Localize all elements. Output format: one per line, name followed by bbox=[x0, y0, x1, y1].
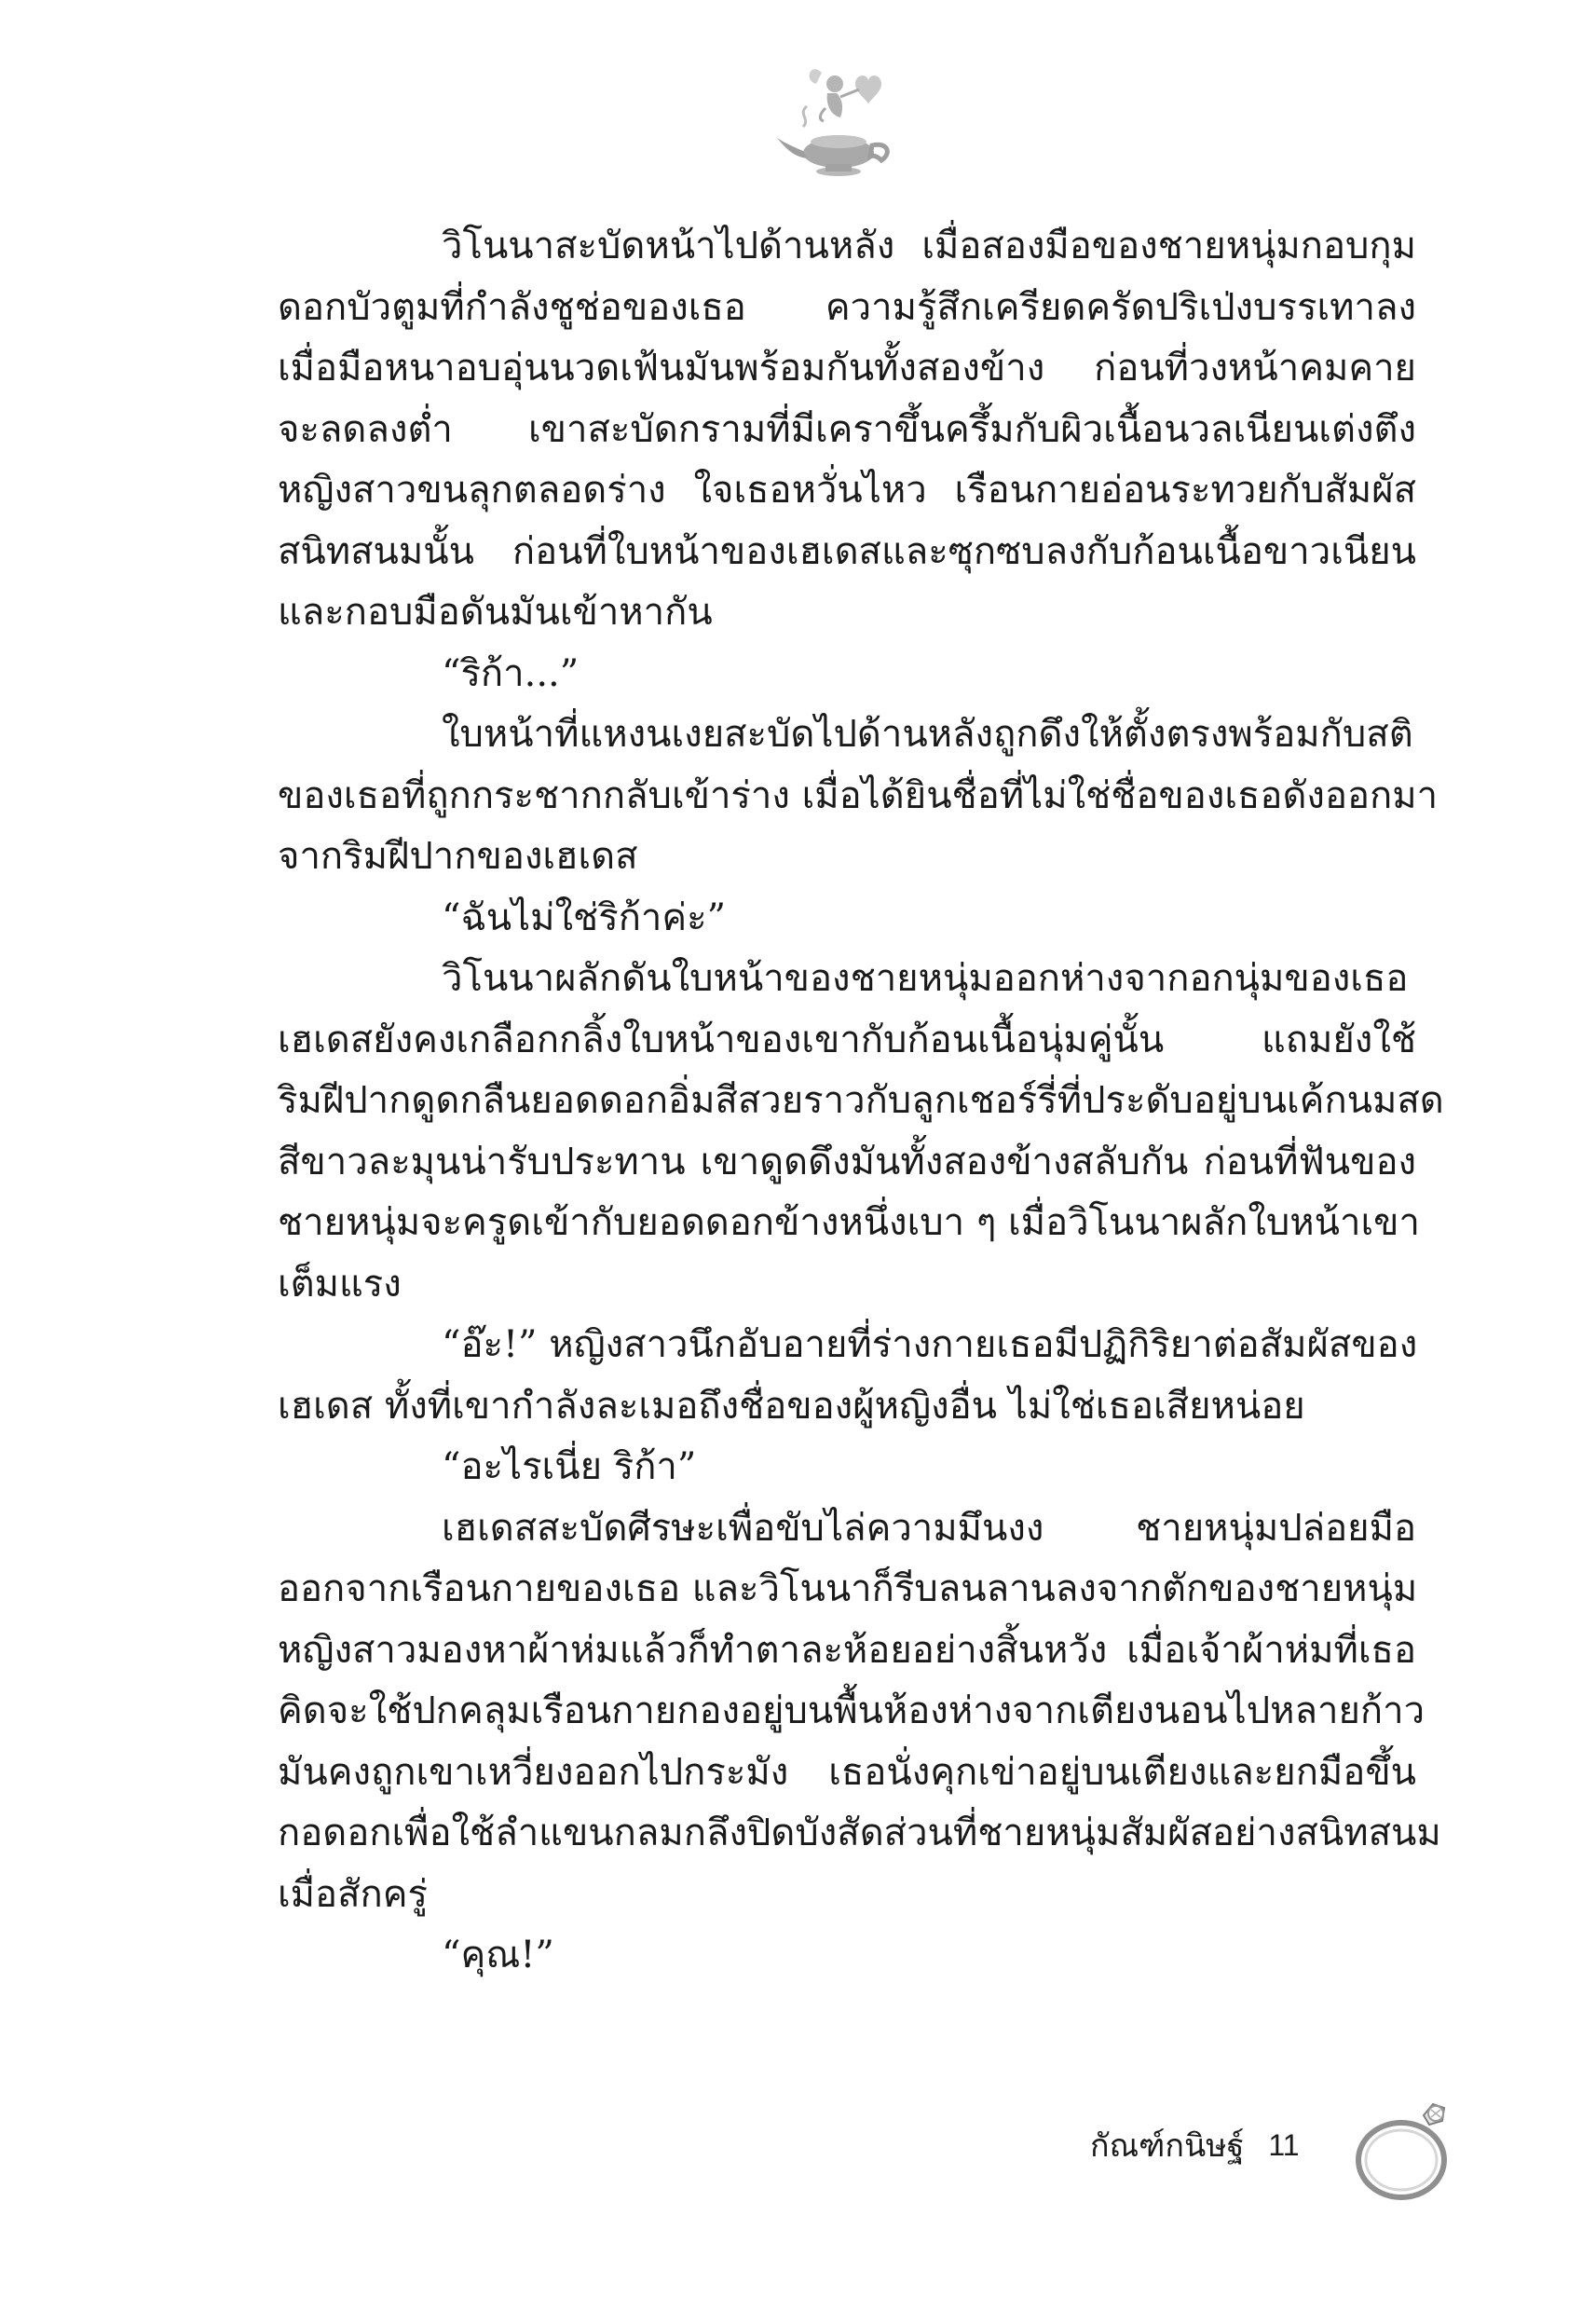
text-line: เต็มแรง bbox=[278, 1262, 402, 1306]
text-line: ออกจากเรือนกายของเธอ และวิโนนาก็รีบลนลานลงจากตักของชายหนุ่ม bbox=[278, 1567, 1418, 1610]
page-number: 11 bbox=[1268, 2127, 1300, 2162]
text-line: หญิงสาวมองหาผ้าห่มแล้วก็ทำตาละห้อยอย่างสิ้นหวัง เมื่อเจ้าผ้าห่มที่เธอ bbox=[278, 1628, 1416, 1672]
diamond-ring-icon bbox=[1344, 2067, 1465, 2207]
text-line: ใบหน้าที่แหงนเงยสะบัดไปด้านหลังถูกดึงให้ตั้งตรงพร้อมกับสติ bbox=[442, 713, 1413, 756]
body-text bbox=[278, 216, 1444, 1987]
text-line: เมื่อสักครู่ bbox=[278, 1872, 428, 1916]
text-line: วิโนนาผลักดันใบหน้าของชายหนุ่มออกห่างจากอกนุ่มของเธอ bbox=[442, 957, 1409, 1000]
text-line: คิดจะใช้ปกคลุมเรือนกายกองอยู่บนพื้นห้องห่างจากเตียงนอนไปหลายก้าว bbox=[278, 1689, 1425, 1732]
text-line: เฮเดสสะบัดศีรษะเพื่อขับไล่ความมึนงง ชายหนุ่มปล่อยมือ bbox=[442, 1506, 1416, 1550]
text-line: จะลดลงต่ำ เขาสะบัดกรามที่มีเคราขึ้นครึ้มกับผิวเนื้อนวลเนียนเต่งตึง bbox=[278, 407, 1416, 451]
text-line: และกอบมือดันมันเข้าหากัน bbox=[278, 591, 713, 634]
text-line: สนิทสนมนั้น ก่อนที่ใบหน้าของเฮเดสและซุกซบลงกับก้อนเนื้อขาวเนียน bbox=[278, 529, 1416, 573]
text-line: ดอกบัวตูมที่กำลังชูช่อของเธอ ความรู้สึกเครียดครัดปริเป่งบรรเทาลง bbox=[278, 285, 1416, 329]
text-line: “คุณ!” bbox=[442, 1934, 554, 1976]
text-line: กอดอกเพื่อใช้ลำแขนกลมกลึงปิดบังสัดส่วนที่ชายหนุ่มสัมผัสอย่างสนิทสนม bbox=[278, 1812, 1441, 1854]
page-footer bbox=[1090, 2117, 1300, 2173]
text-line: “ฉันไม่ใช่ริก้าค่ะ” bbox=[442, 896, 727, 939]
text-line: “ริก้า...” bbox=[442, 651, 580, 695]
text-line: เฮเดส ทั้งที่เขากำลังละเมอถึงชื่อของผู้หญิงอื่น ไม่ใช่เธอเสียหน่อย bbox=[278, 1384, 1305, 1428]
text-line: เมื่อมือหนาอบอุ่นนวดเฟ้นมันพร้อมกันทั้งสองข้าง ก่อนที่วงหน้าคมคาย bbox=[278, 347, 1416, 390]
footer-author: กัณฑ์กนิษฐ์ bbox=[1090, 2127, 1245, 2165]
text-line: จากริมฝีปากของเฮเดส bbox=[278, 835, 638, 878]
text-line: วิโนนาสะบัดหน้าไปด้านหลัง เมื่อสองมือของชายหนุ่มกอบกุม bbox=[442, 225, 1416, 267]
cherub-teapot-logo-icon bbox=[770, 52, 909, 192]
text-line: หญิงสาวขนลุกตลอดร่าง ใจเธอหวั่นไหว เรือนกายอ่อนระทวยกับสัมผัส bbox=[278, 469, 1416, 512]
text-line: “อ๊ะ!” หญิงสาวนึกอับอายที่ร่างกายเธอมีปฏิกิริยาต่อสัมผัสของ bbox=[442, 1323, 1418, 1366]
text-line: ริมฝีปากดูดกลืนยอดดอกอิ่มสีสวยราวกับลูกเชอร์รี่ที่ประดับอยู่บนเค้กนมสด bbox=[278, 1079, 1444, 1122]
text-line: ชายหนุ่มจะครูดเข้ากับยอดดอกข้างหนึ่งเบา ๆ เมื่อวิโนนาผลักใบหน้าเขา bbox=[278, 1201, 1420, 1244]
text-line: เฮเดสยังคงเกลือกกลิ้งใบหน้าของเขากับก้อนเนื้อนุ่มคู่นั้น แถมยังใช้ bbox=[278, 1018, 1416, 1061]
text-line: “อะไรเนี่ย ริก้า” bbox=[442, 1445, 697, 1488]
text-line: สีขาวละมุนน่ารับประทาน เขาดูดดึงมันทั้งสองข้างสลับกัน ก่อนที่ฟันของ bbox=[278, 1140, 1416, 1183]
text-line: มันคงถูกเขาเหวี่ยงออกไปกระมัง เธอนั่งคุกเข่าอยู่บนเตียงและยกมือขึ้น bbox=[278, 1750, 1416, 1794]
text-line: ของเธอที่ถูกกระชากกลับเข้าร่าง เมื่อได้ยินชื่อที่ไม่ใช่ชื่อของเธอดังออกมา bbox=[278, 773, 1439, 817]
